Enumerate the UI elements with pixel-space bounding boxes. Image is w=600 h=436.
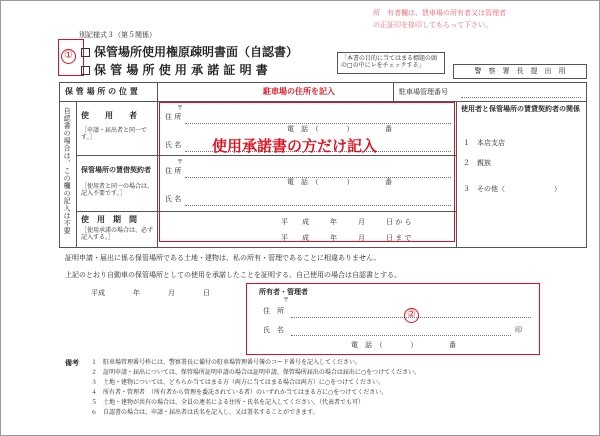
relation-option-1[interactable]: １ 本店支店 (463, 139, 505, 147)
location-label: 保 管 場 所 の 位 置 (65, 86, 138, 96)
parking-no-input[interactable] (461, 97, 581, 98)
column-divider (76, 101, 77, 248)
statement-line-2: 上記のとおり自動車の保管場所としての使用を承諾したことを証明する。自己使用の場合は自認書とする。 (65, 271, 401, 279)
title-self-certification-text: 保管場所使用権原疎明書面（自認書） (94, 45, 299, 59)
lessee-postal-mark: 〒 (177, 159, 184, 166)
owner-manager-heading: 所有者・管理者 (259, 287, 308, 296)
consent-certificate-checkbox[interactable] (81, 66, 90, 75)
remarks-item: ２ 証明申請・届出については、保管場所証明申請の場合は証明申請、保管場所届出の場合は届出に○をつけてください。 (91, 369, 421, 376)
parking-address-note: 駐車場の住所を記入 (263, 86, 335, 96)
statement-date[interactable]: 平成 年 月 日 (91, 289, 210, 297)
title-self-certification (81, 43, 298, 60)
consent-only-highlight (159, 102, 455, 242)
police-submission-label: 警 察 署 長 提 出 用 (474, 67, 566, 75)
parking-no-divider (393, 82, 394, 101)
lessee-name-label: 氏 名 (165, 195, 182, 203)
column-divider (456, 101, 457, 248)
lessee-phone-label: 電 話 （ ） 番 (287, 178, 392, 186)
owner-name-label: 氏 名 (263, 326, 284, 334)
owner-seal-note-line-2: の正証印を捺印してもらって下さい。 (373, 21, 492, 29)
owner-address-label: 住 所 (263, 307, 284, 315)
owner-seal-mark: 印 (515, 326, 522, 334)
lessee-address-label: 住 所 (165, 167, 182, 175)
owner-name-input[interactable] (291, 335, 511, 336)
marker-1: ① (61, 49, 76, 64)
parking-no-label: 駐車場管理番号 (399, 88, 448, 96)
user-name-label: 氏 名 (165, 141, 182, 149)
title-consent-certificate (81, 61, 268, 78)
marker-2: ② (404, 308, 419, 323)
owner-seal-note-line-1: 所 有者欄は、賃車場の所有者又は管理者 (373, 9, 506, 17)
user-label: 使 用 者 (81, 110, 137, 120)
period-to[interactable]: 平 成 年 月 日 ま で (281, 234, 412, 242)
period-sub: ［使用承諾の場合は、必ず記入する。］ (81, 227, 154, 242)
relation-option-2[interactable]: ２ 親族 (463, 159, 491, 167)
period-from[interactable]: 平 成 年 月 日 か ら (281, 218, 412, 226)
lessee-sub: ［使用者と同一の場合は、記入不要です。］ (81, 183, 154, 198)
remarks-item: ５ 土地・建物が共有の場合は、全員の連名による住所・氏名を記入してください。（代表者でも可） (91, 399, 365, 406)
remarks-heading: 備考 (65, 358, 79, 367)
statement-line-1: 証明申請・届出に係る保管場所である土地・建物は、私の所有・管理であることに相違ありません。 (65, 254, 381, 262)
instruction-note-box (337, 52, 445, 74)
police-submission-box (453, 64, 587, 79)
owner-postal-mark: 〒 (283, 297, 290, 304)
relation-option-3[interactable]: ３ その他（ ） (463, 185, 561, 193)
vertical-note: 自認書の場合は、この欄の記入は不要 (63, 107, 72, 235)
user-sub: ［申請・届出者と同一です。］ (81, 127, 148, 142)
instruction-note-text: 「本書の目的に当てはまる標題の頭の□の中にレをチェックする」 (341, 55, 438, 70)
relation-header: 使用者と保管場所の賃貸契約者の関係 (461, 104, 580, 113)
owner-phone-label: 電 話 （ ） 番 (351, 341, 456, 349)
consent-only-note: 使用承諾書の方だけ記入 (212, 137, 378, 155)
period-label: 使 用 期 間 (81, 214, 137, 224)
form-label: 別記様式３（第５関係） (79, 31, 156, 39)
title-consent-certificate-text: 保 管 場 所 使 用 承 諾 証 明 書 (94, 63, 268, 77)
lessee-label: 保管場所の賃借契約者 (81, 165, 151, 174)
user-phone-label: 電 話 （ ） 番 (287, 125, 392, 133)
remarks-item: １ 駐車場管理番号枠には、警察署長に備付の駐車場管理番号簿のコード番号を記入してください。 (91, 359, 362, 366)
remarks-item: ４ 所有者・管理者 （所有者から管理を委託されている者）のいずれか当てはまる方に○をつけてください。 (91, 389, 388, 396)
column-divider (157, 82, 158, 248)
user-postal-mark: 〒 (177, 105, 184, 112)
remarks-item: ６ 自認書の場合は、申請・届出者は氏名を記入し、又は署名することができます。 (91, 409, 319, 416)
user-address-label: 住 所 (165, 113, 182, 121)
self-certification-checkbox[interactable] (81, 48, 90, 57)
remarks-item: ３ 土地・建物については、どちらか当てはまる方（両方に当てはまる場合は両方）に○をつけてください。 (91, 379, 385, 386)
